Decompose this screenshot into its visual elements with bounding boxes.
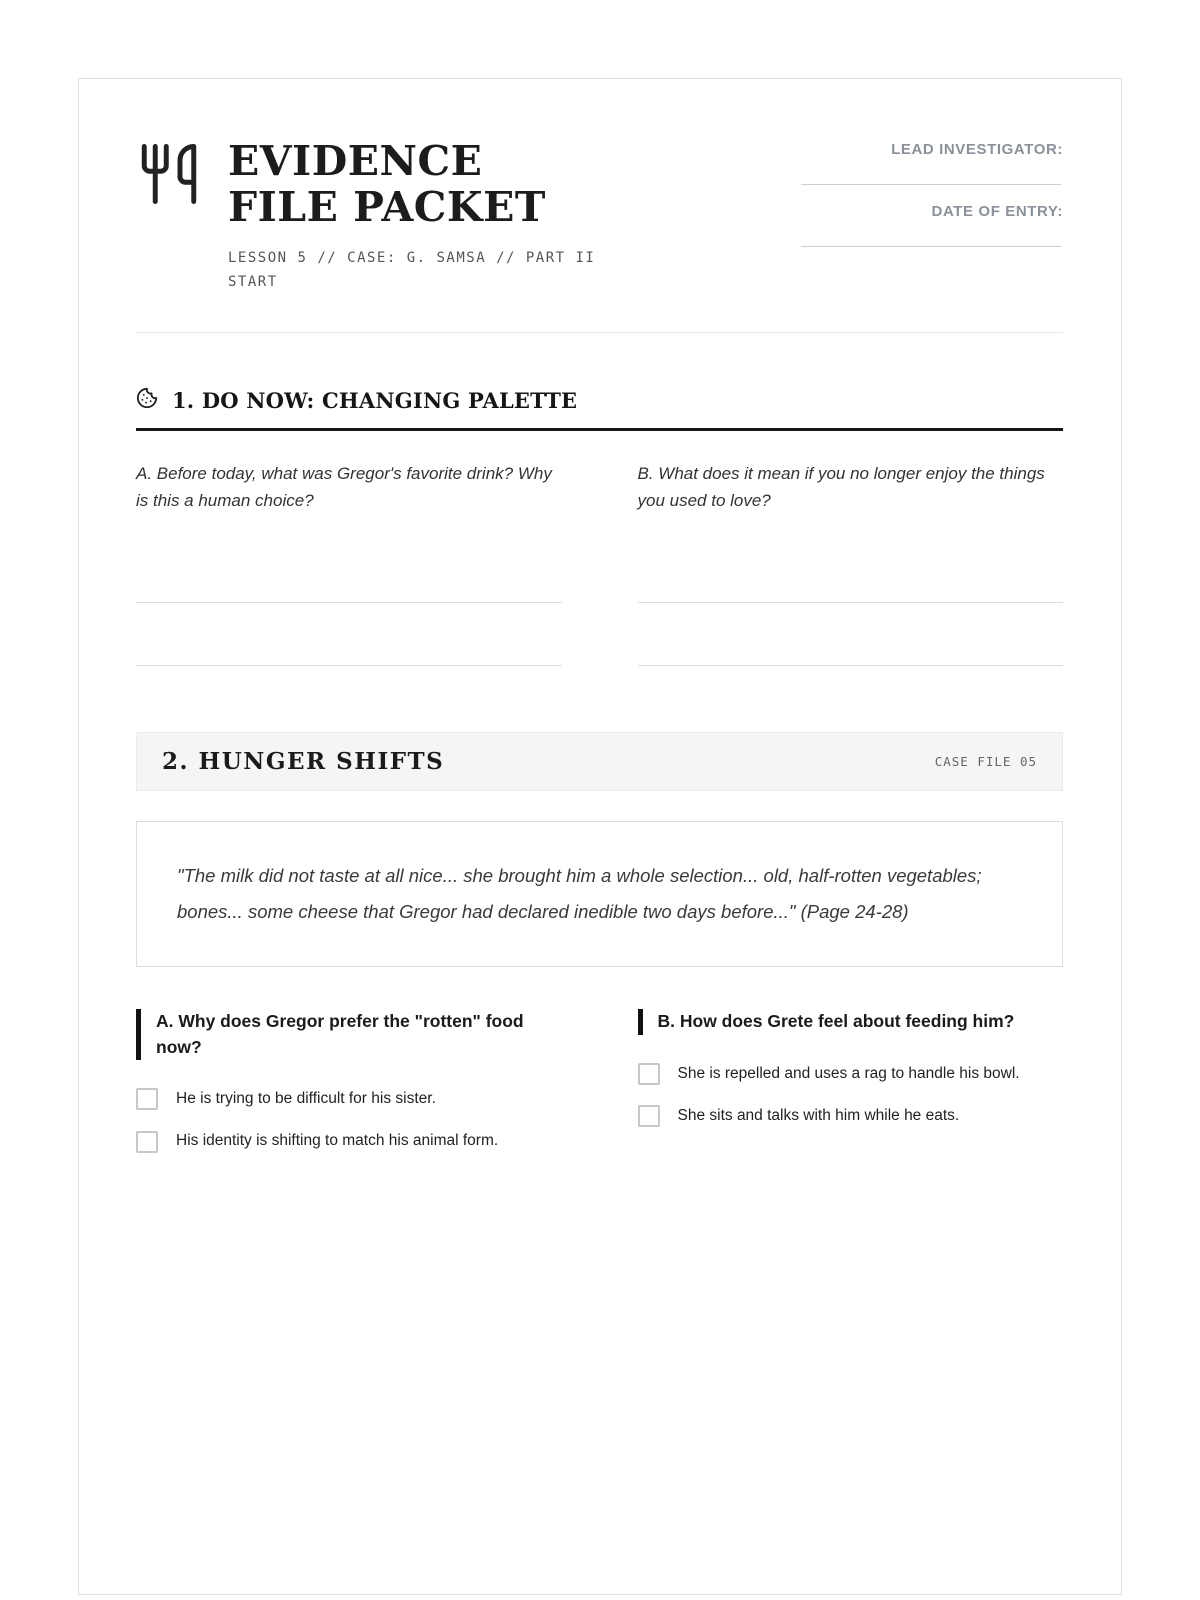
section2-title: 2. HUNGER SHIFTS: [162, 748, 445, 776]
answer-line: [638, 602, 1064, 603]
question-b-text: B. What does it mean if you no longer enjoy the things you used to love?: [637, 464, 1045, 510]
evidence-quote-box: [136, 821, 1063, 967]
checkbox[interactable]: [136, 1131, 158, 1153]
checkbox-option[interactable]: [638, 1105, 1064, 1127]
worksheet-page: [78, 78, 1122, 1595]
lead-investigator-write-line: [801, 184, 1061, 185]
checkbox[interactable]: [136, 1088, 158, 1110]
section1-title: 1. DO NOW: CHANGING PALETTE: [172, 388, 578, 414]
header-divider: [136, 332, 1063, 333]
lesson-subtitle: LESSON 5 // CASE: G. SAMSA // PART II START: [228, 249, 596, 290]
checkbox-option[interactable]: [638, 1063, 1064, 1085]
hunger-question-a: [136, 1009, 562, 1153]
title-block: [228, 139, 608, 294]
page-title: EVIDENCE FILE PACKET: [228, 137, 546, 231]
hunger-questions-columns: [136, 1009, 1063, 1153]
lead-investigator-field: [801, 141, 1063, 185]
hunger-question-a-options: [136, 1088, 562, 1153]
do-now-columns: [136, 431, 1063, 666]
section-do-now: [136, 387, 1063, 666]
option-label: He is trying to be difficult for his sister.: [176, 1089, 436, 1107]
option-label: She is repelled and uses a rag to handle his bowl.: [677, 1064, 1020, 1082]
date-of-entry-label: DATE OF ENTRY:: [931, 203, 1063, 220]
date-of-entry-write-line: [801, 246, 1061, 247]
option-label: She sits and talks with him while he eats.: [677, 1107, 960, 1125]
section-hunger-shifts: [136, 732, 1063, 1153]
answer-line: [136, 602, 562, 603]
section1-heading: [136, 387, 1063, 431]
lead-investigator-label: LEAD INVESTIGATOR:: [891, 141, 1063, 158]
header: [136, 139, 1063, 294]
checkbox[interactable]: [638, 1063, 660, 1085]
header-fields: [801, 139, 1063, 265]
section2-banner: [136, 732, 1063, 791]
utensils-icon: [136, 141, 202, 212]
evidence-quote-text: "The milk did not taste at all nice... she brought him a whole selection... old, half-rotten vegetables; bones... some cheese that Gregor had declared inedible two days before..." (Page 24-28): [177, 865, 982, 923]
do-now-question-a: [136, 431, 562, 666]
do-now-question-b: [638, 431, 1064, 666]
case-file-badge: CASE FILE 05: [934, 754, 1037, 770]
hunger-question-b-title: B. How does Grete feel about feeding him?: [638, 1009, 1064, 1034]
checkbox-option[interactable]: [136, 1130, 562, 1152]
date-of-entry-field: [801, 203, 1063, 247]
checkbox[interactable]: [638, 1105, 660, 1127]
header-left: [136, 139, 608, 294]
option-label: His identity is shifting to match his animal form.: [176, 1132, 499, 1150]
hunger-question-b-options: [638, 1063, 1064, 1128]
checkbox-option[interactable]: [136, 1088, 562, 1110]
answer-line: [136, 665, 562, 666]
cookie-icon: [136, 387, 158, 414]
answer-line: [638, 665, 1064, 666]
question-a-text: A. Before today, what was Gregor's favorite drink? Why is this a human choice?: [136, 464, 552, 510]
hunger-question-b: [638, 1009, 1064, 1153]
hunger-question-a-title: A. Why does Gregor prefer the "rotten" food now?: [136, 1009, 562, 1060]
